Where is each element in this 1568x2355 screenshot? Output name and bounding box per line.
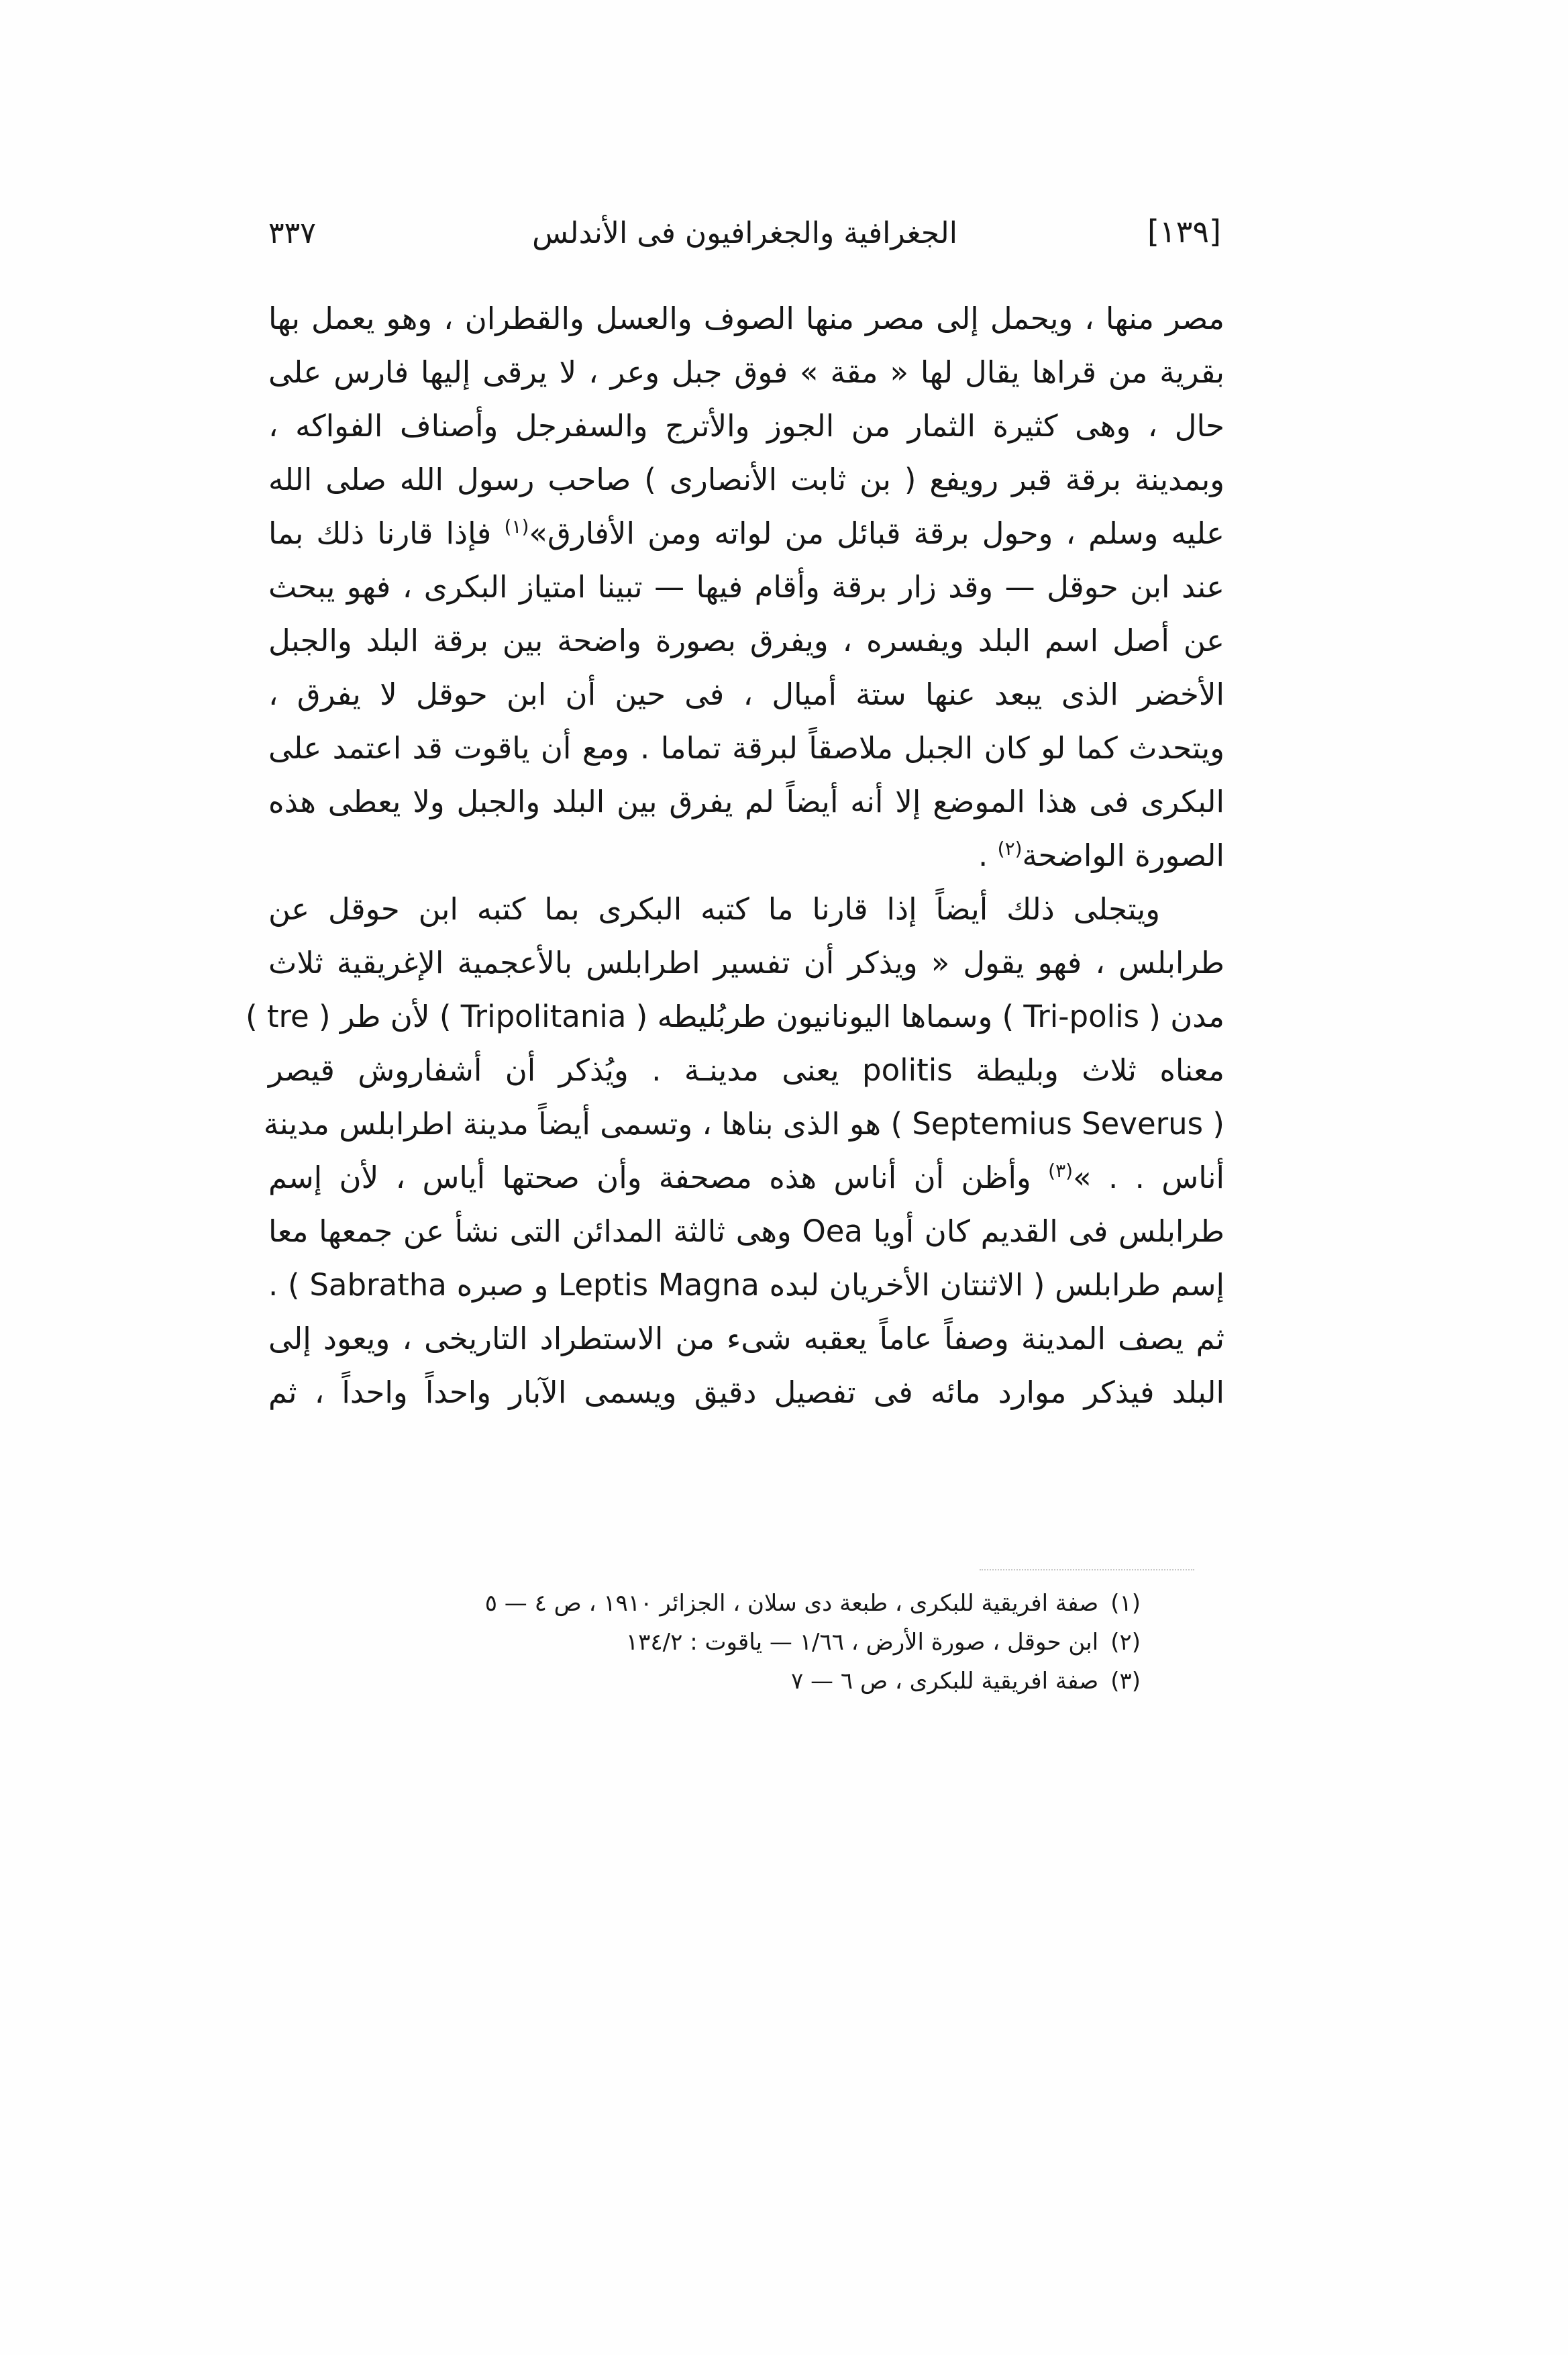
footnote-text: صفة افريقية للبكرى ، طبعة دى سلان ، الجزائر ١٩١٠ ، ص ٤ — ٥ <box>484 1590 1099 1617</box>
text-line: ويتحدث كما لو كان الجبل ملاصقاً لبرقة تماما . ومع أن ياقوت قد اعتمد على <box>268 730 1224 766</box>
text-line <box>268 507 1224 560</box>
footnotes <box>376 1584 1141 1701</box>
text-line <box>268 829 1224 883</box>
text-segment: . <box>978 838 988 873</box>
footnote <box>376 1623 1141 1662</box>
text-line: إسم طرابلس ( الاثنتان الأخريان لبده Leptis Magna و صبره Sabratha ) . <box>268 1267 1225 1303</box>
running-title: الجغرافية والجغرافيون فى الأندلس <box>532 216 957 250</box>
text-line: البلد فيذكر موارد مائه فى تفصيل دقيق ويسمى الآبار واحداً واحداً ، ثم <box>268 1374 1224 1410</box>
text-line: عند ابن حوقل — وقد زار برقة وأقام فيها — تبينا امتياز البكرى ، فهو يبحث <box>268 569 1224 605</box>
text-segment: عليه وسلم ، وحول برقة قبائل من لواته ومن الأفارق» <box>529 515 1224 551</box>
text-line: وبمدينة برقة قبر رويفع ( بن ثابت الأنصارى ) صاحب رسول الله صلى الله <box>268 462 1224 497</box>
text-line: البكرى فى هذا الموضع إلا أنه أيضاً لم يفرق بين البلد والجبل ولا يعطى هذه <box>268 784 1224 819</box>
footnote-number: (٣) <box>1110 1668 1141 1695</box>
body-text <box>245 292 1225 1419</box>
text-line: ثم يصف المدينة وصفاً عاماً يعقبه شىء من الاستطراد التاريخى ، ويعود إلى <box>268 1321 1224 1356</box>
page-number: ٣٣٧ <box>268 216 316 250</box>
text-line: الأخضر الذى يبعد عنها ستة أميال ، فى حين أن ابن حوقل لا يفرق ، <box>268 677 1224 712</box>
footnote-text: ابن حوقل ، صورة الأرض ، ١/٦٦ — ياقوت : ١٣٤/٢ <box>625 1629 1099 1656</box>
text-line: مدن ( Tri-polis ) وسماها اليونانيون طربُليطه ( Tripolitania ) لأن طر ( tre ) <box>245 999 1224 1034</box>
footnote-ref-3: (٣) <box>1048 1160 1074 1182</box>
footnote-number: (٢) <box>1110 1629 1141 1656</box>
text-line <box>268 1151 1224 1205</box>
footnote <box>376 1662 1141 1701</box>
section-number: [١٣٩] <box>1147 213 1221 250</box>
footnote-text: صفة افريقية للبكرى ، ص ٦ — ٧ <box>790 1668 1099 1695</box>
text-line: عن أصل اسم البلد ويفسره ، ويفرق بصورة واضحة بين برقة البلد والجبل <box>268 623 1224 658</box>
footnote-divider <box>980 1569 1194 1570</box>
page-header <box>268 213 1221 267</box>
footnote <box>376 1584 1141 1623</box>
text-line: طرابلس فى القديم كان أويا Oea وهى ثالثة المدائن التى نشأ عن جمعها معا <box>268 1213 1224 1249</box>
text-line: مصر منها ، ويحمل إلى مصر منها الصوف والعسل والقطران ، وهو يعمل بها <box>268 301 1224 336</box>
text-segment: أناس . . » <box>1073 1160 1224 1195</box>
text-line: بقرية من قراها يقال لها « مقة » فوق جبل وعر ، لا يرقى إليها فارس على <box>268 354 1224 390</box>
footnote-ref-2: (٢) <box>997 838 1023 860</box>
text-segment: وأظن أن أناس هذه مصحفة وأن صحتها أياس ، لأن إسم <box>268 1160 1031 1195</box>
footnote-ref-1: (١) <box>504 515 529 538</box>
text-line: معناه ثلاث وبليطة politis يعنى مدينـة . ويُذكر أن أشفاروش قيصر <box>268 1052 1224 1088</box>
text-segment: الصورة الواضحة <box>1022 838 1224 873</box>
text-line: طرابلس ، فهو يقول « ويذكر أن تفسير اطرابلس بالأعجمية الإغريقية ثلاث <box>268 945 1224 981</box>
text-line: حال ، وهى كثيرة الثمار من الجوز والأترج والسفرجل وأصناف الفواكه ، <box>268 408 1224 444</box>
text-line: ويتجلى ذلك أيضاً إذا قارنا ما كتبه البكرى بما كتبه ابن حوقل عن <box>268 891 1160 927</box>
text-segment: فإذا قارنا ذلك بما <box>268 515 492 551</box>
footnote-number: (١) <box>1110 1590 1141 1617</box>
text-line: ( Septemius Severus ) هو الذى بناها ، وتسمى أيضاً مدينة اطرابلس مدينة <box>263 1106 1224 1142</box>
